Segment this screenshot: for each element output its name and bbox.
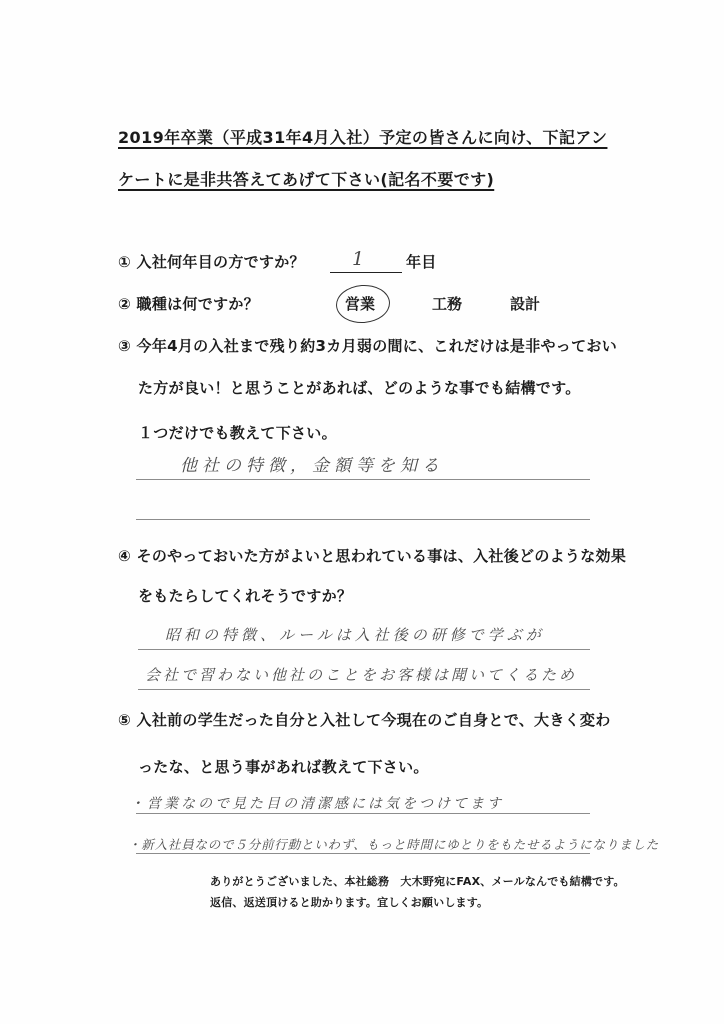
- question-4-line-2: をもたらしてくれそうですか？: [138, 587, 353, 605]
- question-3-line-3: １つだけでも教えて下さい。: [138, 424, 337, 442]
- question-1-suffix: 年目: [406, 253, 437, 271]
- answer-rule: [138, 689, 590, 690]
- question-3-line-2: た方が良い！と思うことがあれば、どのような事でも結構です。: [138, 379, 581, 397]
- job-option-design: 設計: [510, 295, 541, 313]
- question-4-answer-1: 昭和の特徴、ルールは入社後の研修で学ぶが: [165, 626, 545, 644]
- answer-rule: [138, 649, 590, 650]
- header-line-1: 2019年卒業（平成31年4月入社）予定の皆さんに向け、下記アン: [118, 128, 608, 147]
- question-3-answer-1: 他社の特徴，金額等を知る: [180, 456, 444, 476]
- question-4-answer-2: 会社で習わない他社のことをお客様は聞いてくるため: [145, 666, 578, 684]
- answer-rule: [136, 813, 590, 814]
- question-1-label: ① 入社何年目の方ですか？: [118, 253, 305, 271]
- question-1-answer-underline: [330, 272, 402, 273]
- question-1-answer: 1: [352, 248, 365, 270]
- job-option-sales: 営業: [345, 295, 376, 313]
- question-5-line-1: ⑤ 入社前の学生だった自分と入社して今現在のご自身とで、大きく変わ: [118, 711, 611, 729]
- question-3-line-1: ③ 今年4月の入社まで残り約3カ月弱の間に、これだけは是非やっておい: [118, 337, 617, 355]
- job-option-construction: 工務: [432, 295, 463, 313]
- footer-line-1: ありがとうございました、本社総務 大木野宛にFAX、メールなんでも結構です。: [210, 875, 625, 888]
- question-5-answer-1: ・営業なので見た目の清潔感には気をつけてます: [130, 796, 504, 812]
- answer-rule: [136, 519, 590, 520]
- question-5-answer-2: ・新入社員なので５分前行動といわず、もっと時間にゆとりをもたせるようになりました: [128, 837, 660, 852]
- question-2-label: ② 職種は何ですか？: [118, 295, 259, 313]
- answer-rule: [136, 479, 590, 480]
- footer-line-2: 返信、返送頂けると助かります。宜しくお願いします。: [210, 896, 489, 909]
- header-line-2: ケートに是非共答えてあげて下さい(記名不要です): [118, 170, 495, 189]
- question-4-line-1: ④ そのやっておいた方がよいと思われている事は、入社後どのような効果: [118, 547, 627, 565]
- question-5-line-2: ったな、と思う事があれば教えて下さい。: [138, 758, 429, 776]
- answer-rule: [136, 853, 590, 854]
